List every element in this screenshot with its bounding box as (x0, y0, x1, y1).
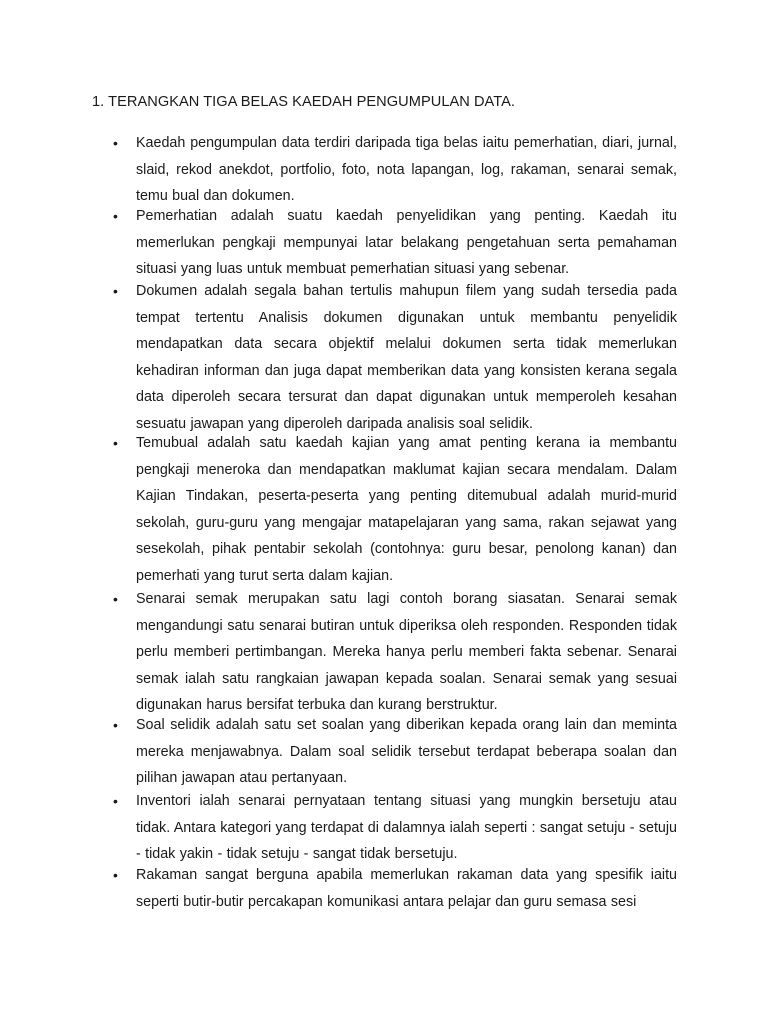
bullet-icon: • (113, 135, 118, 151)
bullet-icon: • (113, 208, 118, 224)
list-item-text: Pemerhatian adalah suatu kaedah penyelidikan yang penting. Kaedah itu memerlukan pengkaji mempunyai latar belakang pengetahuan serta pemahaman situasi yang luas untuk membuat pemerhatian situasi yang sebenar. (136, 208, 677, 278)
list-item-text: Dokumen adalah segala bahan tertulis mahupun filem yang sudah tersedia pada tempat tertentu Analisis dokumen digunakan untuk membantu penyelidik mendapatkan data secara objektif melalui dokumen serta tidak memerlukan kehadiran informan dan juga dapat memberikan data yang konsisten kerana segala data diperoleh secara tersurat dan dapat digunakan untuk memperoleh kesahan sesuatu jawapan yang diperoleh daripada analisis soal selidik. (136, 283, 677, 432)
list-item-text: Senarai semak merupakan satu lagi contoh borang siasatan. Senarai semak mengandungi satu senarai butiran untuk diperiksa oleh responden. Responden tidak perlu memberi pertimbangan. Mereka hanya perlu memberi fakta sebenar. Senarai semak ialah satu rangkaian jawapan kepada soalan. Senarai semak yang sesuai digunakan harus bersifat terbuka dan kurang berstruktur. (136, 591, 677, 714)
list-item-text: Rakaman sangat berguna apabila memerlukan rakaman data yang spesifik iaitu seperti butir-butir percakapan komunikasi antara pelajar dan guru semasa sesi (136, 867, 677, 910)
bullet-icon: • (113, 793, 118, 809)
bullet-icon: • (113, 867, 118, 883)
list-item-text: Temubual adalah satu kaedah kajian yang amat penting kerana ia membantu pengkaji meneroka dan mendapatkan maklumat kajian secara mendalam. Dalam Kajian Tindakan, peserta-peserta yang penting ditemubual adalah murid-murid sekolah, guru-guru yang mengajar matapelajaran yang sama, rakan sejawat yang sesekolah, pihak pentabir sekolah (contohnya: guru besar, penolong kanan) dan pemerhati yang turut serta dalam kajian. (136, 435, 677, 584)
list-item-text: Inventori ialah senarai pernyataan tentang situasi yang mungkin bersetuju atau tidak. Antara kategori yang terdapat di dalamnya ialah seperti : sangat setuju - setuju - tidak yakin - tidak setuju - sangat tidak bersetuju. (136, 793, 677, 863)
bullet-icon: • (113, 283, 118, 299)
bullet-icon: • (113, 717, 118, 733)
list-item-text: Soal selidik adalah satu set soalan yang diberikan kepada orang lain dan meminta mereka menjawabnya. Dalam soal selidik tersebut terdapat beberapa soalan dan pilihan jawapan atau pertanyaan. (136, 717, 677, 787)
bullet-icon: • (113, 435, 118, 451)
bullet-icon: • (113, 591, 118, 607)
page-title: 1. TERANGKAN TIGA BELAS KAEDAH PENGUMPULAN DATA. (92, 94, 516, 110)
list-item-text: Kaedah pengumpulan data terdiri daripada tiga belas iaitu pemerhatian, diari, jurnal, slaid, rekod anekdot, portfolio, foto, nota lapangan, log, rakaman, senarai semak, temu bual dan dokumen. (136, 135, 677, 205)
